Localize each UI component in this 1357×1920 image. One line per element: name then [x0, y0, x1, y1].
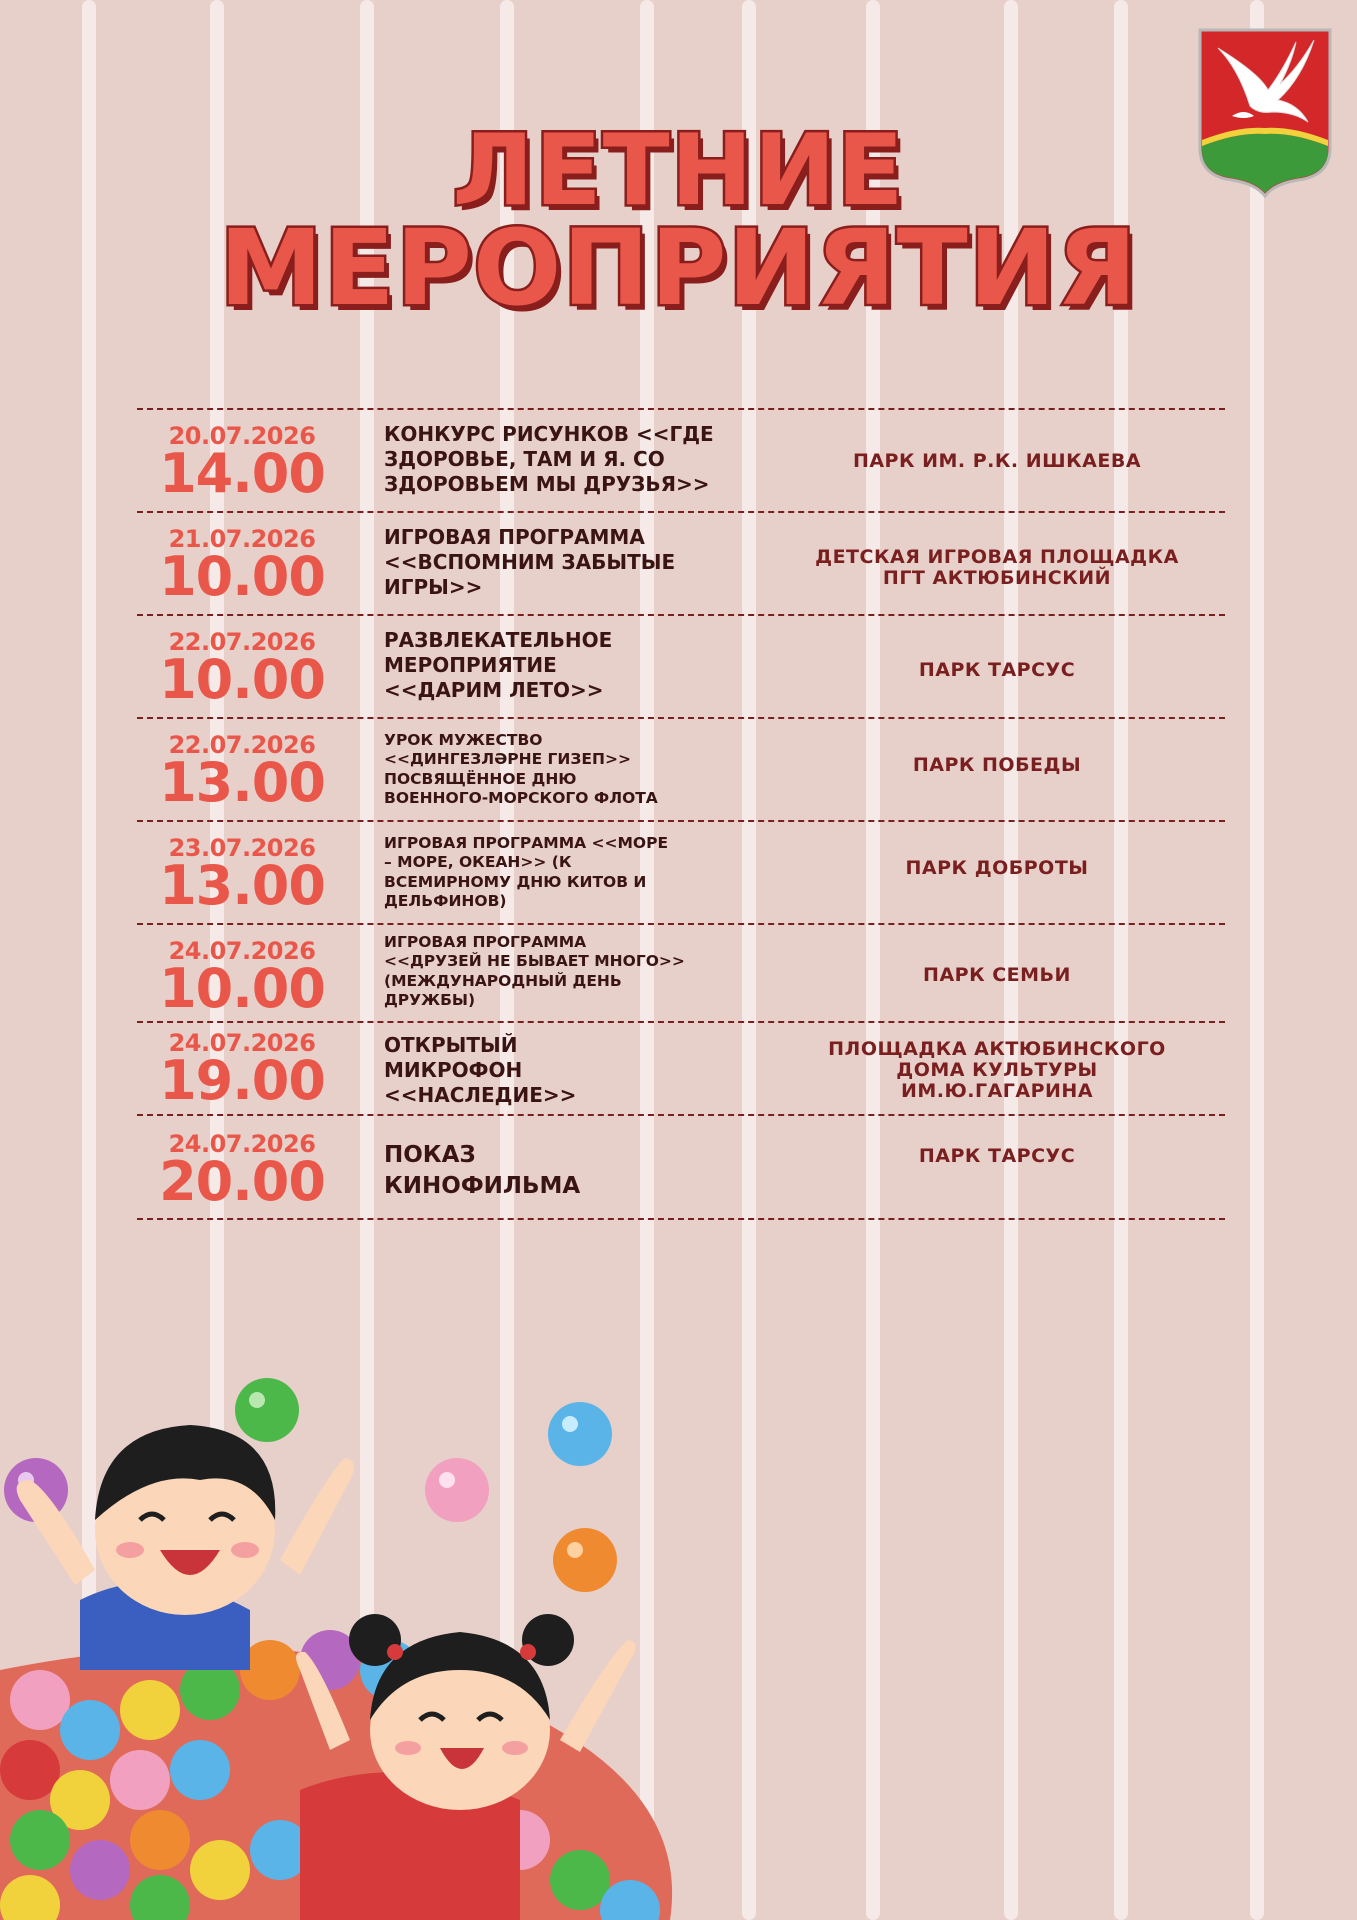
- row-divider: [137, 820, 1225, 822]
- event-time: 10.00: [159, 648, 325, 711]
- event-title: ИГРОВАЯ ПРОГРАММА <<ДРУЗЕЙ НЕ БЫВАЕТ МНОГО>> (МЕЖДУНАРОДНЫЙ ДЕНЬ ДРУЖБЫ): [384, 933, 685, 1010]
- event-title: ИГРОВАЯ ПРОГРАММА <<ВСПОМНИМ ЗАБЫТЫЕ ИГРЫ>>: [384, 525, 676, 599]
- event-place: ПЛОЩАДКА АКТЮБИНСКОГО ДОМА КУЛЬТУРЫ ИМ.Ю.ГАГАРИНА: [828, 1038, 1166, 1102]
- event-time: 10.00: [159, 957, 325, 1020]
- event-place: ПАРК ИМ. Р.К. ИШКАЕВА: [852, 450, 1142, 472]
- event-date: 21.07.2026: [168, 525, 316, 553]
- event-date: 23.07.2026: [168, 834, 316, 862]
- event-place: ПАРК ТАРСУС: [918, 1145, 1076, 1167]
- event-date: 24.07.2026: [168, 937, 316, 965]
- event-time: 14.00: [159, 442, 325, 505]
- event-time: 19.00: [159, 1049, 325, 1112]
- event-date: 24.07.2026: [168, 1130, 316, 1158]
- event-date: 20.07.2026: [168, 422, 316, 450]
- event-title: ИГРОВАЯ ПРОГРАММА <<МОРЕ – МОРЕ, ОКЕАН>> (К ВСЕМИРНОМУ ДНЮ КИТОВ И ДЕЛЬФИНОВ): [384, 834, 669, 911]
- event-date: 24.07.2026: [168, 1029, 316, 1057]
- event-title: КОНКУРС РИСУНКОВ <<ГДЕ ЗДОРОВЬЕ, ТАМ И Я. СО ЗДОРОВЬЕМ МЫ ДРУЗЬЯ>>: [384, 422, 714, 496]
- row-divider: [137, 614, 1225, 616]
- row-divider: [137, 408, 1225, 410]
- row-divider: [137, 1218, 1225, 1220]
- event-title: ПОКАЗ КИНОФИЛЬМА: [384, 1142, 581, 1200]
- row-divider: [137, 511, 1225, 513]
- event-time: 13.00: [159, 854, 325, 917]
- row-divider: [137, 1021, 1225, 1023]
- event-date: 22.07.2026: [168, 628, 316, 656]
- event-place: ПАРК ТАРСУС: [918, 659, 1076, 681]
- row-divider: [137, 1114, 1225, 1116]
- event-time: 13.00: [159, 751, 325, 814]
- event-place: ПАРК ДОБРОТЫ: [905, 857, 1089, 879]
- event-time: 20.00: [159, 1150, 325, 1213]
- event-title: УРОК МУЖЕСТВО <<ДИНГЕЗЛӘРНЕ ГИЗЕП>> ПОСВЯЩЁННОЕ ДНЮ ВОЕННОГО-МОРСКОГО ФЛОТА: [384, 731, 658, 808]
- page-title: [0, 114, 1357, 329]
- row-divider: [137, 923, 1225, 925]
- title-line-2: МЕРОПРИЯТИЯ: [219, 207, 1138, 329]
- event-title: РАЗВЛЕКАТЕЛЬНОЕ МЕРОПРИЯТИЕ <<ДАРИМ ЛЕТО>>: [384, 628, 613, 702]
- event-date: 22.07.2026: [168, 731, 316, 759]
- event-place: ДЕТСКАЯ ИГРОВАЯ ПЛОЩАДКА ПГТ АКТЮБИНСКИЙ: [815, 546, 1179, 589]
- row-divider: [137, 717, 1225, 719]
- title-line-1: ЛЕТНИЕ: [452, 114, 905, 228]
- event-place: ПАРК ПОБЕДЫ: [912, 754, 1082, 776]
- event-time: 10.00: [159, 545, 325, 608]
- kids-ball-pit-illustration: [0, 1370, 700, 1920]
- event-place: ПАРК СЕМЬИ: [923, 964, 1071, 986]
- event-title: ОТКРЫТЫЙ МИКРОФОН <<НАСЛЕДИЕ>>: [384, 1033, 577, 1107]
